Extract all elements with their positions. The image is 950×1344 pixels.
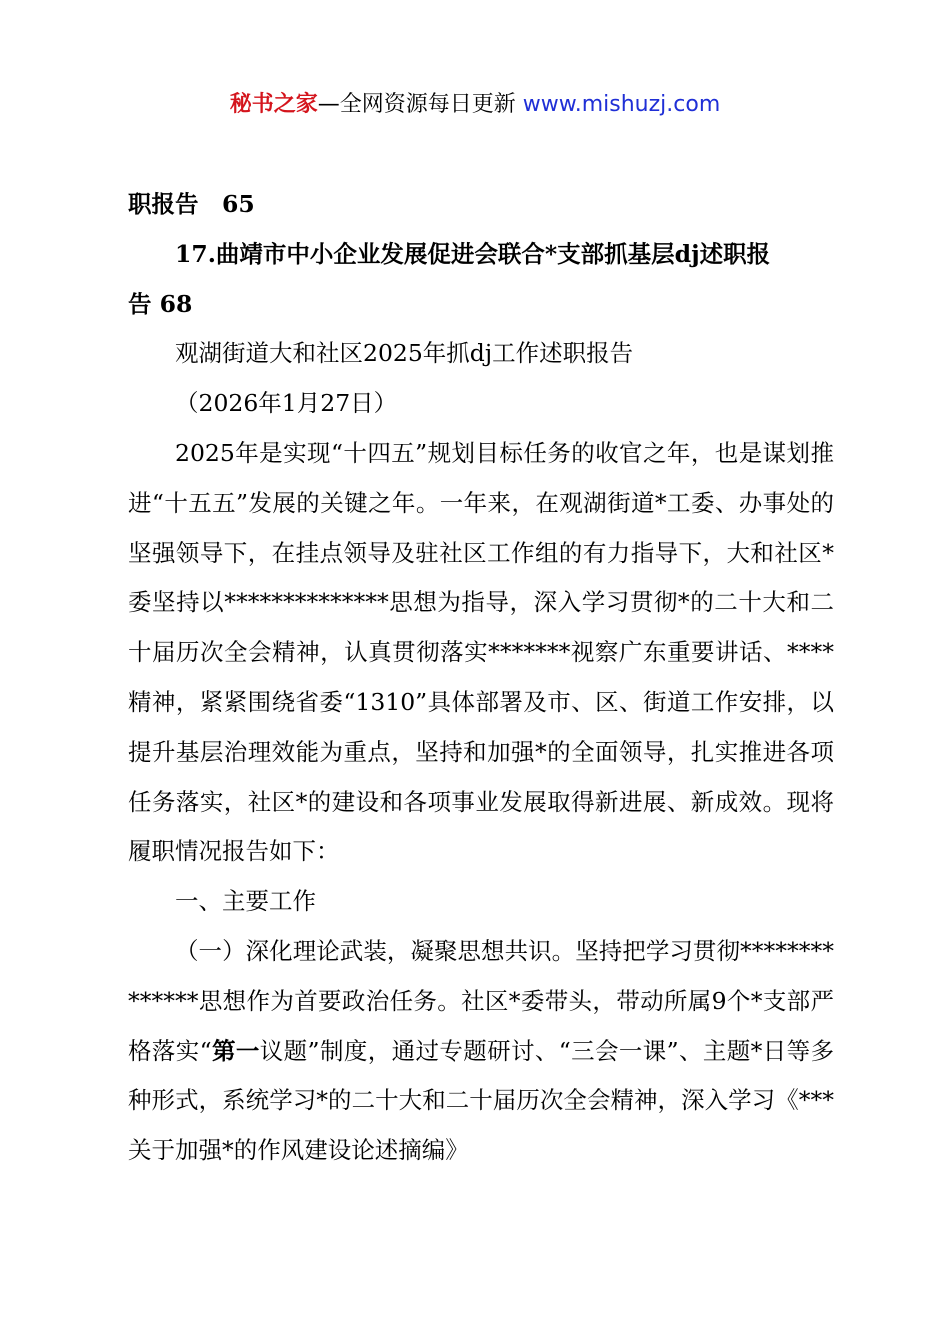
document-body [128, 180, 834, 1176]
section-heading-1: 一、主要工作 [175, 887, 316, 916]
header-tagline: —全网资源每日更新 [317, 92, 523, 117]
document-date: （2026年1月27日） [175, 389, 398, 418]
intro-paragraph: 2025年是实现“十四五”规划目标任务的收官之年，也是谋划推进“十五五”发展的关键之年。一年来，在观湖街道*工委、办事处的坚强领导下，在挂点领导及驻社区工作组的有力指导下，大和社区*委坚持以**************思想为指导，深入学习贯彻*的二十大和二十届历次全会精神，认真贯彻落实*******视察广东重要讲话、****精神，紧紧围绕省委“1310”具体部署及市、区、街道工作安排，以提升基层治理效能为重点，坚持和加强*的全面领导，扎实推进各项任务落实，社区*的建设和各项事业发展取得新进展、新成效。现将履职情况报告如下： [128, 438, 834, 866]
subsection-1-text-b: 议题”制度，通过专题研讨、“三会一课”、主题*日等多种形式，系统学习*的二十大和二十届历次全会精神，深入学习《***关于加强*的作风建设论述摘编》 [128, 1036, 835, 1165]
document-title: 观湖街道大和社区2025年抓dj工作述职报告 [175, 339, 634, 368]
subsection-1-bold-text: 第一 [211, 1036, 260, 1065]
toc-item-17-line2: 告 68 [128, 289, 193, 318]
subsection-1-text-a: （一）深化理论武装，凝聚思想共识。坚持把学习贯彻**************思想作为首要政治任务。社区*委带头，带动所属9个*支部严格落实“ [128, 936, 834, 1065]
toc-item-16-tail: 职报告 65 [128, 190, 255, 218]
header-url[interactable]: www.mishuzj.com [522, 92, 721, 117]
header-brand: 秘书之家 [229, 92, 318, 117]
page-header [0, 88, 950, 122]
toc-item-17-line1: 17.曲靖市中小企业发展促进会联合*支部抓基层dj述职报 [175, 239, 771, 268]
subsection-paragraph-1 [128, 927, 834, 1176]
